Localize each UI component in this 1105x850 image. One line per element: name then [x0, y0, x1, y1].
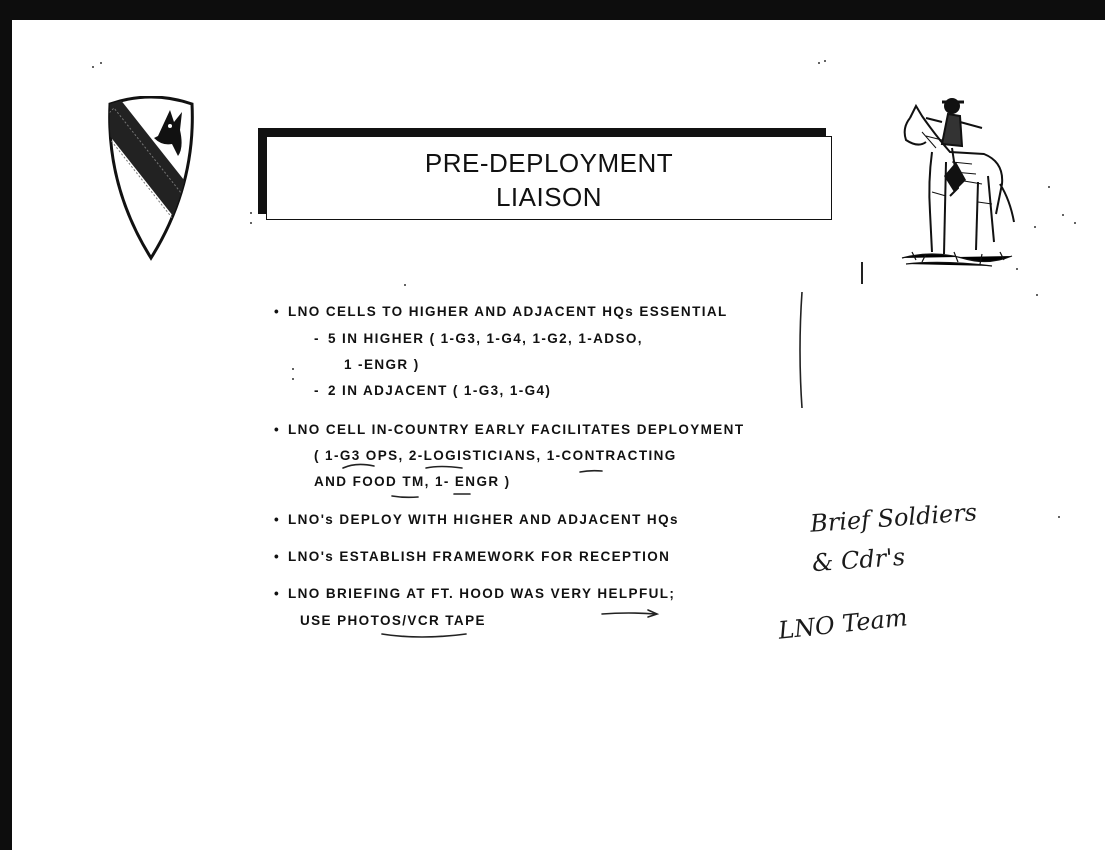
list-item: • LNO's DEPLOY WITH HIGHER AND ADJACENT HQs [274, 512, 679, 527]
scan-speck [1062, 214, 1064, 216]
scan-speck [1048, 186, 1050, 188]
list-item: • LNO BRIEFING AT FT. HOOD WAS VERY HELPFUL; [274, 586, 676, 601]
scan-speck [824, 60, 826, 62]
scan-speck [292, 368, 294, 370]
scan-speck [1034, 226, 1036, 228]
scan-speck [92, 66, 94, 68]
list-item: ( 1-G3 OPS, 2-LOGISTICIANS, 1-CONTRACTING [314, 448, 677, 463]
list-item: USE PHOTOS/VCR TAPE [300, 613, 486, 628]
scan-speck [100, 62, 102, 64]
scan-speck [292, 378, 294, 380]
list-item: - 5 IN HIGHER ( 1-G3, 1-G4, 1-G2, 1-ADSO, [314, 331, 643, 346]
handwritten-bracket [796, 290, 810, 410]
handwritten-note-2: & Cdr's [811, 542, 906, 578]
list-item: • LNO CELLS TO HIGHER AND ADJACENT HQs ESSENTIAL [274, 304, 728, 319]
scan-speck [1036, 294, 1038, 296]
scan-speck [250, 212, 252, 214]
list-item: - 2 IN ADJACENT ( 1-G3, 1-G4) [314, 383, 552, 398]
handwritten-note-1: Brief Soldiers [809, 498, 978, 538]
scan-speck [250, 222, 252, 224]
scan-speck [1016, 268, 1018, 270]
list-item: 1 -ENGR ) [344, 357, 420, 372]
scan-speck [818, 62, 820, 64]
scan-speck [1074, 222, 1076, 224]
title-line-2: LIAISON [495, 182, 603, 212]
scan-speck [404, 284, 406, 286]
handwritten-note-3: LNO Team [776, 603, 909, 645]
list-item: AND FOOD TM, 1- ENGR ) [314, 474, 511, 489]
title-line-1: PRE-DEPLOYMENT [424, 148, 674, 178]
list-item: • LNO's ESTABLISH FRAMEWORK FOR RECEPTION [274, 549, 671, 564]
scan-speck [1058, 516, 1060, 518]
list-item: • LNO CELL IN-COUNTRY EARLY FACILITATES DEPLOYMENT [274, 422, 745, 437]
